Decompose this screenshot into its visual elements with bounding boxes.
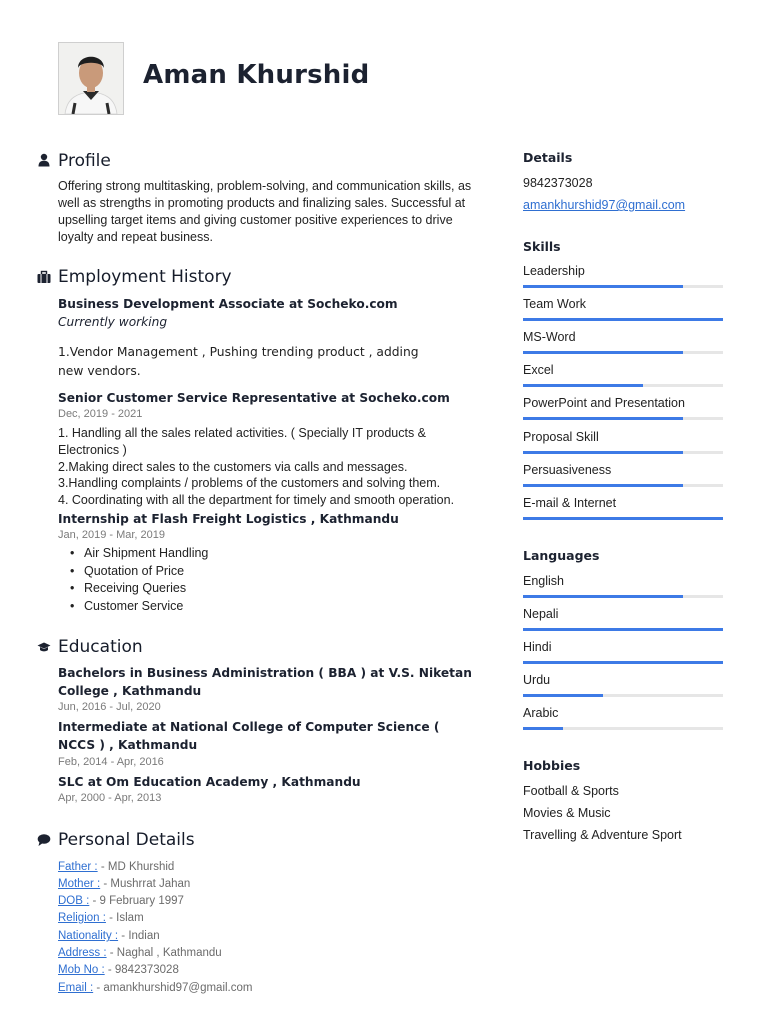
- personal-row-mother: [58, 877, 190, 891]
- hobby-item: Travelling & Adventure Sport: [523, 828, 682, 842]
- personal-row-mobile: [58, 963, 179, 977]
- skill-name: Persuasiveness: [523, 462, 612, 477]
- language-level-fill: [523, 661, 723, 664]
- education-1-dates: Jun, 2016 - Jul, 2020: [58, 701, 161, 713]
- language-level-fill: [523, 628, 723, 631]
- job-title: [58, 295, 418, 331]
- job1-description: [58, 343, 419, 381]
- languages-heading: Languages: [523, 548, 600, 563]
- skill-level-fill: [523, 384, 643, 387]
- skill-level-bar: [523, 384, 723, 387]
- nationality-label[interactable]: Nationality :: [58, 930, 119, 942]
- skill-name: Proposal Skill: [523, 429, 599, 444]
- profile-photo: [58, 42, 124, 115]
- skill-level-bar: [523, 318, 723, 321]
- language-level-fill: [523, 727, 563, 730]
- address-label[interactable]: Address :: [58, 947, 107, 959]
- job1-desc-line: new vendors.: [58, 364, 141, 378]
- language-level-bar: [523, 595, 723, 598]
- personal-row-dob: [58, 894, 184, 908]
- personal-details-heading: Personal Details: [58, 830, 195, 850]
- mother-value: - Mushrrat Jahan: [100, 878, 191, 890]
- religion-label[interactable]: Religion :: [58, 912, 106, 924]
- language-level-fill: [523, 694, 603, 697]
- personal-row-religion: [58, 911, 144, 925]
- candidate-name: Aman Khurshid: [143, 60, 370, 90]
- address-value: - Naghal , Kathmandu: [106, 947, 222, 959]
- list-item: • Quotation of Price: [58, 563, 208, 581]
- dob-label[interactable]: DOB :: [58, 895, 90, 907]
- language-name: English: [523, 574, 564, 588]
- email-label[interactable]: Email :: [58, 982, 94, 994]
- job3-duties-list: [58, 545, 208, 615]
- skill-level-fill: [523, 351, 683, 354]
- skills-heading: Skills: [523, 239, 561, 254]
- job2-title: Senior Customer Service Representative at Socheko.com: [58, 391, 450, 405]
- language-level-bar: [523, 694, 723, 697]
- hobby-item: Football & Sports: [523, 784, 619, 798]
- language-level-fill: [523, 595, 683, 598]
- list-item: • Customer Service: [58, 598, 208, 616]
- skill-level-fill: [523, 318, 723, 321]
- education-3-dates: Apr, 2000 - Apr, 2013: [58, 792, 162, 804]
- mother-label[interactable]: Mother :: [58, 878, 101, 890]
- job2-desc-line: 1. Handling all the sales related activities. ( Specially IT products &: [58, 426, 427, 440]
- job2-desc-line: 3.Handling complaints / problems of the customers and solving them.: [58, 476, 441, 491]
- skill-name: Excel: [523, 363, 554, 378]
- dob-value: - 9 February 1997: [89, 895, 184, 907]
- person-icon: [37, 153, 51, 167]
- language-name: Hindi: [523, 640, 552, 654]
- job2-desc-line: 2.Making direct sales to the customers via calls and messages.: [58, 459, 408, 474]
- job2-desc-line: Electronics ): [58, 442, 127, 457]
- personal-row-father: [58, 860, 174, 874]
- profile-heading: Profile: [58, 151, 111, 171]
- list-item: • Air Shipment Handling: [58, 545, 208, 563]
- language-name: Urdu: [523, 673, 551, 687]
- skill-name: MS-Word: [523, 330, 576, 345]
- language-name: Arabic: [523, 706, 559, 720]
- hobby-item: Movies & Music: [523, 806, 611, 820]
- email-value: - amankhurshid97@gmail.com: [93, 982, 253, 994]
- mobile-label[interactable]: Mob No :: [58, 964, 105, 976]
- religion-value: - Islam: [105, 912, 144, 924]
- father-label[interactable]: Father :: [58, 861, 98, 873]
- skill-level-fill: [523, 417, 683, 420]
- language-name: Nepali: [523, 607, 559, 621]
- email-link[interactable]: amankhurshid97@gmail.com: [523, 198, 686, 212]
- personal-row-address: [58, 946, 222, 960]
- skill-name: Team Work: [523, 297, 586, 312]
- job1-desc-line: 1.Vendor Management , Pushing trending product , adding: [58, 345, 419, 359]
- job3-title: Internship at Flash Freight Logistics , Kathmandu: [58, 512, 399, 526]
- list-item: • Receiving Queries: [58, 580, 208, 598]
- skill-level-bar: [523, 484, 723, 487]
- language-level-bar: [523, 661, 723, 664]
- graduation-cap-icon: [37, 640, 51, 654]
- personal-row-nationality: [58, 929, 160, 943]
- skill-level-fill: [523, 451, 683, 454]
- education-3-title: SLC at Om Education Academy , Kathmandu: [58, 775, 361, 789]
- details-heading: Details: [523, 150, 573, 165]
- education-heading: Education: [58, 637, 143, 657]
- skill-name: PowerPoint and Presentation: [523, 396, 685, 411]
- profile-summary: Offering strong multitasking, problem-solving, and communication skills, as well as strengths in promoting products and finalizing sales. Successful at upselling target items and giving customer positive experiences to drive loyalty and repeat business.: [58, 179, 472, 244]
- skill-level-bar: [523, 285, 723, 288]
- skill-level-bar: [523, 351, 723, 354]
- job3-dates: Jan, 2019 - Mar, 2019: [58, 529, 166, 541]
- education-1-title: Bachelors in Business Administration ( BBA ) at V.S. Niketan College , Kathmandu: [58, 666, 472, 698]
- skill-level-bar: [523, 517, 723, 520]
- phone-number: 9842373028: [523, 176, 593, 190]
- skill-name: Leadership: [523, 264, 585, 278]
- language-level-bar: [523, 727, 723, 730]
- skill-level-fill: [523, 517, 723, 520]
- skill-level-fill: [523, 484, 683, 487]
- job1-current: Currently working: [58, 315, 168, 329]
- job1-title: Business Development Associate at Socheko.com: [58, 297, 398, 311]
- skill-level-fill: [523, 285, 683, 288]
- mobile-value: - 9842373028: [104, 964, 179, 976]
- job2-dates: Dec, 2019 - 2021: [58, 408, 143, 420]
- skill-level-bar: [523, 417, 723, 420]
- speech-bubble-icon: [37, 833, 51, 847]
- skill-level-bar: [523, 451, 723, 454]
- job2-description: [58, 425, 488, 509]
- personal-row-email: [58, 981, 252, 995]
- education-2-title: Intermediate at National College of Computer Science ( NCCS ) , Kathmandu: [58, 720, 440, 752]
- language-level-bar: [523, 628, 723, 631]
- nationality-value: - Indian: [118, 930, 160, 942]
- education-2-dates: Feb, 2014 - Apr, 2016: [58, 756, 164, 768]
- job2-desc-line: 4. Coordinating with all the department for timely and smooth operation.: [58, 493, 455, 508]
- father-value: - MD Khurshid: [97, 861, 175, 873]
- briefcase-icon: [37, 270, 51, 284]
- person-photo-icon: [59, 43, 123, 114]
- skill-name: E-mail & Internet: [523, 495, 617, 510]
- employment-heading: Employment History: [58, 267, 232, 287]
- hobbies-heading: Hobbies: [523, 758, 581, 773]
